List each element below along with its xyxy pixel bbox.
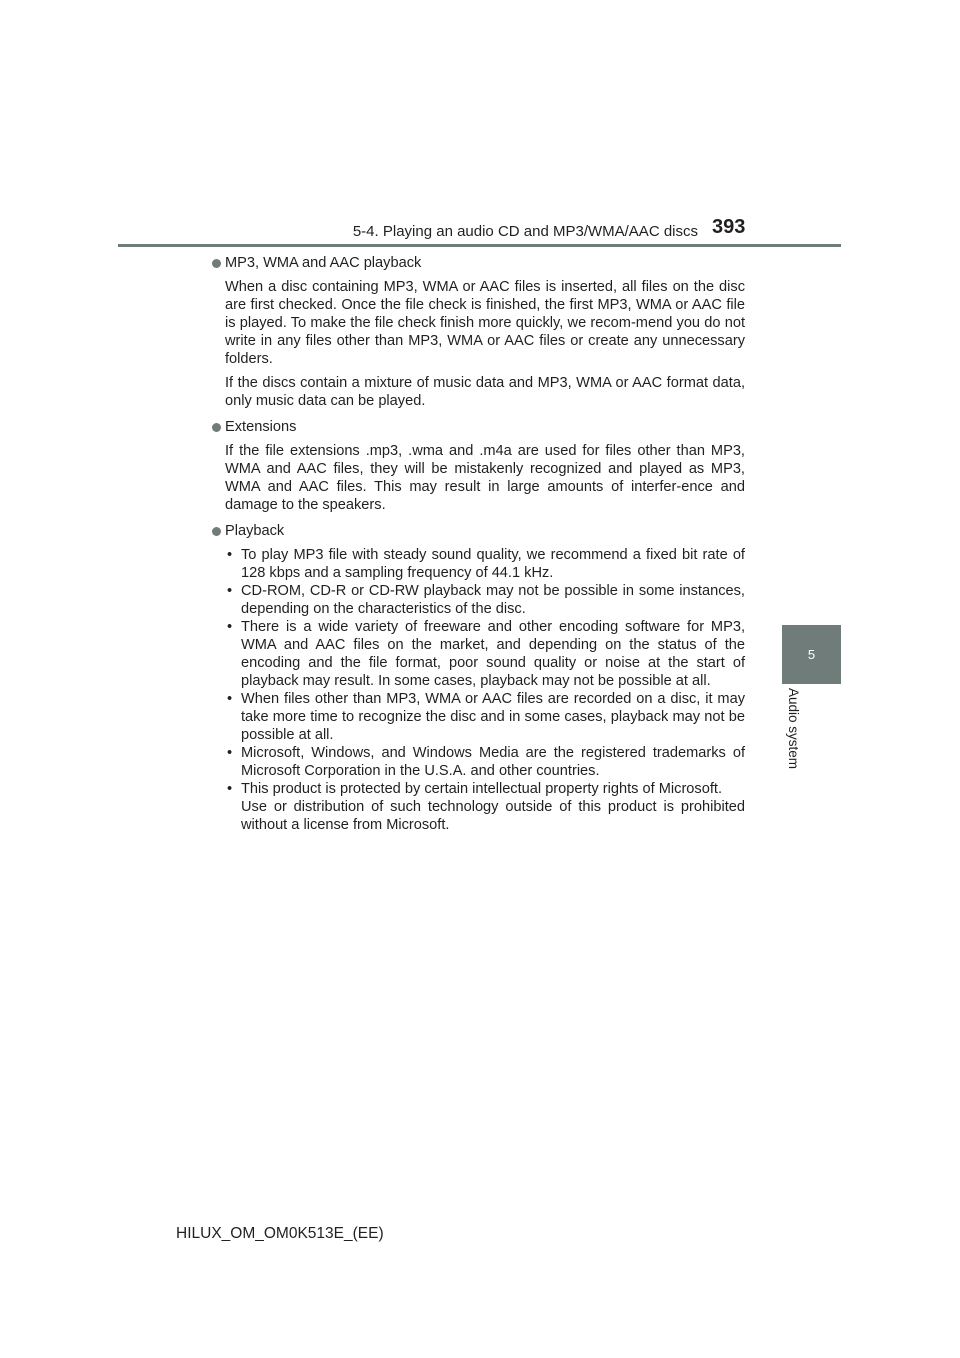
- section-heading: [212, 418, 745, 436]
- chapter-tab[interactable]: [782, 625, 841, 684]
- paragraph: When a disc containing MP3, WMA or AAC files is inserted, all files on the disc are first checked. Once the file check is finished, the first MP3, WMA or AAC file is played. To make the file check finish more quickly, we recom-mend you do not write in any files other than MP3, WMA or AAC files or create any unnecessary folders.: [225, 279, 745, 367]
- document-code: HILUX_OM_OM0K513E_(EE): [176, 1225, 384, 1242]
- list-item-text: This product is protected by certain intellectual property rights of Microsoft.: [241, 781, 722, 797]
- list-item-text: Microsoft, Windows, and Windows Media are the registered trademarks of Microsoft Corporation in the U.S.A. and other countries.: [241, 745, 745, 779]
- section-heading: [212, 254, 745, 272]
- list-item-text: When files other than MP3, WMA or AAC files are recorded on a disc, it may take more time to recognize the disc and in some cases, playback may not be possible at all.: [241, 691, 745, 743]
- page-content: [225, 254, 745, 842]
- list-item: [225, 618, 745, 690]
- page-number: 393: [712, 216, 746, 238]
- bullet-dot-icon: [212, 423, 221, 432]
- paragraph: If the file extensions .mp3, .wma and .m4a are used for files other than MP3, WMA and AAC files, they will be mistakenly recognized and played as MP3, WMA and AAC files. This may result in large amounts of interfer-ence and damage to the speakers.: [225, 443, 745, 513]
- list-bullet: •: [227, 781, 233, 797]
- chapter-label-wrap: [782, 688, 818, 798]
- playback-notes-list: [225, 546, 745, 834]
- list-item: [225, 546, 745, 582]
- list-item-continuation: Use or distribution of such technology outside of this product is prohibited without a license from Microsoft.: [241, 799, 745, 833]
- list-item-text: CD-ROM, CD-R or CD-RW playback may not be possible in some instances, depending on the characteristics of the disc.: [241, 583, 745, 617]
- section-heading: [212, 522, 745, 540]
- list-item: [225, 780, 745, 834]
- list-item-text: To play MP3 file with steady sound quality, we recommend a fixed bit rate of 128 kbps and a sampling frequency of 44.1 kHz.: [241, 547, 745, 581]
- list-bullet: •: [227, 745, 233, 761]
- bullet-dot-icon: [212, 527, 221, 536]
- list-bullet: •: [227, 547, 233, 563]
- list-bullet: •: [227, 583, 233, 599]
- list-item: [225, 582, 745, 618]
- chapter-number: 5: [807, 647, 816, 662]
- header-divider: [118, 244, 841, 247]
- list-item: [225, 744, 745, 780]
- list-bullet: •: [227, 619, 233, 635]
- section-title: 5-4. Playing an audio CD and MP3/WMA/AAC discs: [352, 223, 698, 240]
- paragraph: If the discs contain a mixture of music data and MP3, WMA or AAC format data, only music data can be played.: [225, 375, 745, 409]
- section-heading-text: Playback: [225, 523, 285, 539]
- section-heading-text: MP3, WMA and AAC playback: [225, 255, 422, 271]
- bullet-dot-icon: [212, 259, 221, 268]
- section-extensions: [225, 418, 745, 514]
- list-item: [225, 690, 745, 744]
- section-heading-text: Extensions: [225, 419, 297, 435]
- list-item-text: There is a wide variety of freeware and other encoding software for MP3, WMA and AAC files on the market, and depending on the status of the encoding and the file format, poor sound quality or noise at the start of playback may result. In some cases, playback may not be possible at all.: [241, 619, 745, 689]
- list-bullet: •: [227, 691, 233, 707]
- section-mp3-wma-aac-playback: [225, 254, 745, 410]
- section-playback: [225, 522, 745, 834]
- chapter-label: Audio system: [786, 688, 801, 770]
